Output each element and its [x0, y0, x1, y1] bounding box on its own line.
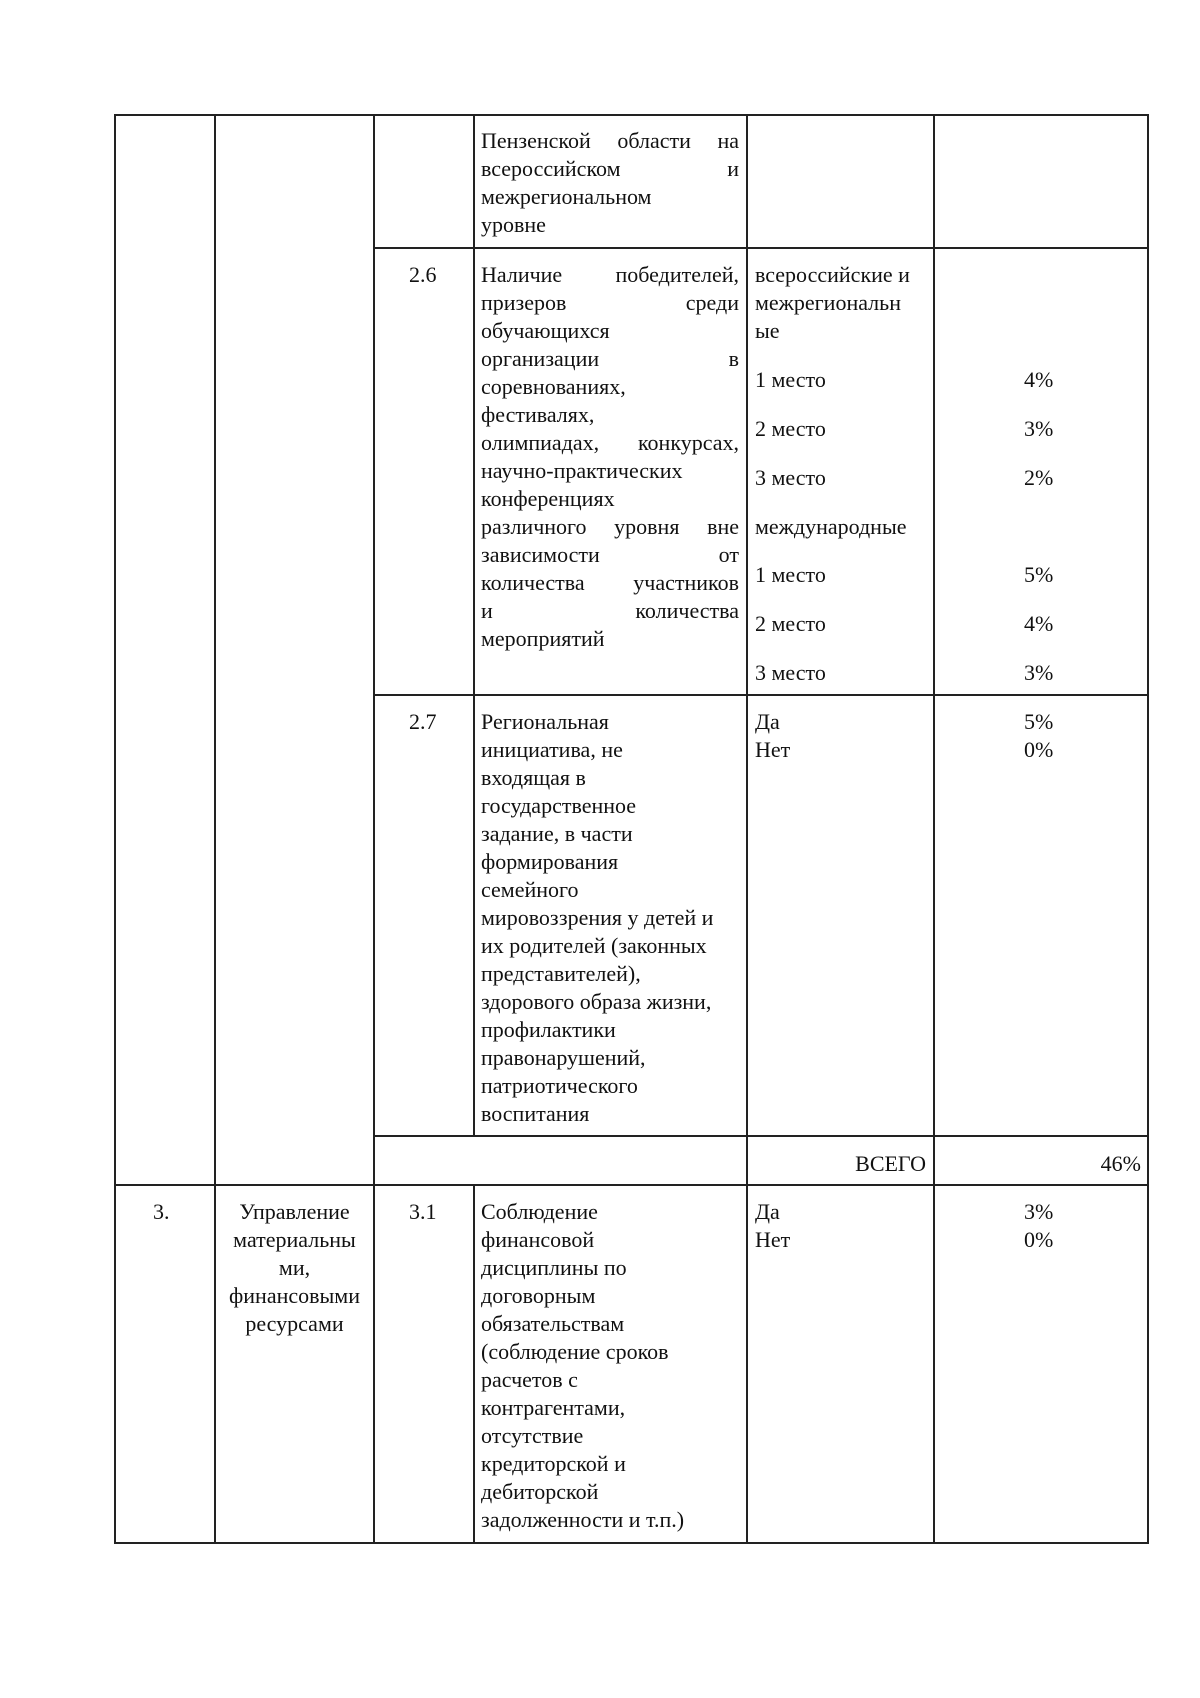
row-number: 2.7: [409, 709, 437, 734]
criterion-line: [481, 513, 739, 541]
criterion-line: [481, 597, 739, 625]
place-label: 3 место: [755, 465, 826, 490]
word: олимпиадах,: [481, 430, 600, 455]
word: конкурсах,: [637, 430, 739, 455]
row-divider: [373, 247, 1147, 249]
option-label: Нет: [755, 1227, 791, 1252]
table-top-border: [114, 114, 1147, 116]
criterion-line: здорового образа жизни,: [481, 989, 712, 1014]
criterion-line: воспитания: [481, 1101, 590, 1126]
word: призеров: [481, 290, 567, 315]
section-title-line: ми,: [278, 1255, 311, 1280]
word: вне: [707, 514, 739, 539]
word: в: [728, 346, 739, 371]
criterion-line: их родителей (законных: [481, 933, 707, 958]
word: количества: [481, 570, 585, 595]
word: и: [727, 156, 739, 181]
criterion-line: уровне: [481, 212, 546, 237]
option-value: 0%: [1024, 737, 1054, 762]
place-value: 4%: [1024, 367, 1054, 392]
level-label: международные: [755, 514, 907, 539]
criterion-line: [481, 569, 739, 597]
word: всероссийском: [481, 156, 621, 181]
criterion-line: задолженности и т.п.): [481, 1507, 685, 1532]
place-label: 1 место: [755, 562, 826, 587]
column-divider: [373, 114, 375, 1544]
option-value: 5%: [1024, 709, 1054, 734]
table-left-border: [114, 114, 116, 1544]
criterion-line: межрегиональном: [481, 184, 652, 209]
total-label: ВСЕГО: [855, 1151, 926, 1176]
place-value: 4%: [1024, 611, 1054, 636]
level-label: всероссийские и: [755, 262, 910, 287]
row-number: 2.6: [409, 262, 437, 287]
criterion-line: представителей),: [481, 961, 641, 986]
criterion-line: [481, 289, 739, 317]
criterion-line: дебиторской: [481, 1479, 599, 1504]
criterion-line: [481, 155, 739, 183]
option-value: 0%: [1024, 1227, 1054, 1252]
section-title-line: Управление: [239, 1199, 350, 1224]
criterion-line: мероприятий: [481, 626, 605, 651]
criterion-line: кредиторской и: [481, 1451, 626, 1476]
row-divider: [114, 1184, 1147, 1186]
word: на: [717, 128, 739, 153]
section-title-line: ресурсами: [245, 1311, 344, 1336]
total-value: 46%: [1100, 1151, 1141, 1176]
criterion-line: [481, 345, 739, 373]
place-value: 3%: [1024, 416, 1054, 441]
word: количества: [635, 598, 739, 623]
word: среди: [685, 290, 739, 315]
criterion-line: (соблюдение сроков: [481, 1339, 669, 1364]
criterion-line: финансовой: [481, 1227, 595, 1252]
section-title-line: финансовыми: [229, 1283, 360, 1308]
option-label: Нет: [755, 737, 791, 762]
column-divider: [473, 1184, 475, 1542]
criterion-line: [481, 541, 739, 569]
criterion-line: отсутствие: [481, 1423, 584, 1448]
criterion-line: конференциях: [481, 486, 615, 511]
word: Наличие: [481, 262, 563, 287]
criterion-line: обязательствам: [481, 1311, 625, 1336]
table-bottom-border: [114, 1542, 1147, 1544]
option-label: Да: [755, 1199, 780, 1224]
word: организации: [481, 346, 600, 371]
criterion-line: фестивалях,: [481, 402, 595, 427]
criterion-line: дисциплины по: [481, 1255, 627, 1280]
criterion-line: формирования: [481, 849, 619, 874]
word: и: [481, 598, 493, 623]
row-divider: [373, 1135, 1147, 1137]
criterion-line: правонарушений,: [481, 1045, 646, 1070]
word: различного: [481, 514, 587, 539]
criterion-line: [481, 429, 739, 457]
level-label: ые: [755, 318, 780, 343]
place-value: 5%: [1024, 562, 1054, 587]
criterion-line: Соблюдение: [481, 1199, 598, 1224]
word: участников: [633, 570, 739, 595]
criterion-line: научно-практических: [481, 458, 683, 483]
criterion-line: инициатива, не: [481, 737, 623, 762]
criterion-line: соревнованиях,: [481, 374, 626, 399]
criterion-line: государственное: [481, 793, 637, 818]
criterion-line: входящая в: [481, 765, 586, 790]
section-title-line: материальны: [233, 1227, 356, 1252]
level-label: межрегиональн: [755, 290, 901, 315]
place-label: 1 место: [755, 367, 826, 392]
criterion-line: договорным: [481, 1283, 596, 1308]
word: зависимости: [481, 542, 600, 567]
place-label: 2 место: [755, 611, 826, 636]
criterion-line: Региональная: [481, 709, 609, 734]
place-value: 3%: [1024, 660, 1054, 685]
word: Пензенской: [481, 128, 591, 153]
criterion-line: [481, 261, 739, 289]
criterion-line: расчетов с: [481, 1367, 578, 1392]
row-number: 3.1: [409, 1199, 437, 1224]
criterion-line: [481, 127, 739, 155]
place-label: 3 место: [755, 660, 826, 685]
criterion-line: профилактики: [481, 1017, 616, 1042]
column-divider: [933, 114, 935, 1544]
place-label: 2 место: [755, 416, 826, 441]
word: победителей,: [615, 262, 739, 287]
criterion-line: семейного: [481, 877, 579, 902]
column-divider: [473, 114, 475, 1135]
criterion-line: патриотического: [481, 1073, 638, 1098]
option-value: 3%: [1024, 1199, 1054, 1224]
place-value: 2%: [1024, 465, 1054, 490]
word: уровня: [614, 514, 680, 539]
criterion-line: контрагентами,: [481, 1395, 626, 1420]
criterion-line: мировоззрения у детей и: [481, 905, 714, 930]
criterion-line: задание, в части: [481, 821, 633, 846]
table-right-border: [1147, 114, 1149, 1544]
column-divider: [746, 114, 748, 1544]
criterion-line: обучающихся: [481, 318, 610, 343]
row-divider: [373, 694, 1147, 696]
option-label: Да: [755, 709, 780, 734]
section-number: 3.: [153, 1199, 170, 1224]
word: области: [617, 128, 691, 153]
word: от: [718, 542, 739, 567]
